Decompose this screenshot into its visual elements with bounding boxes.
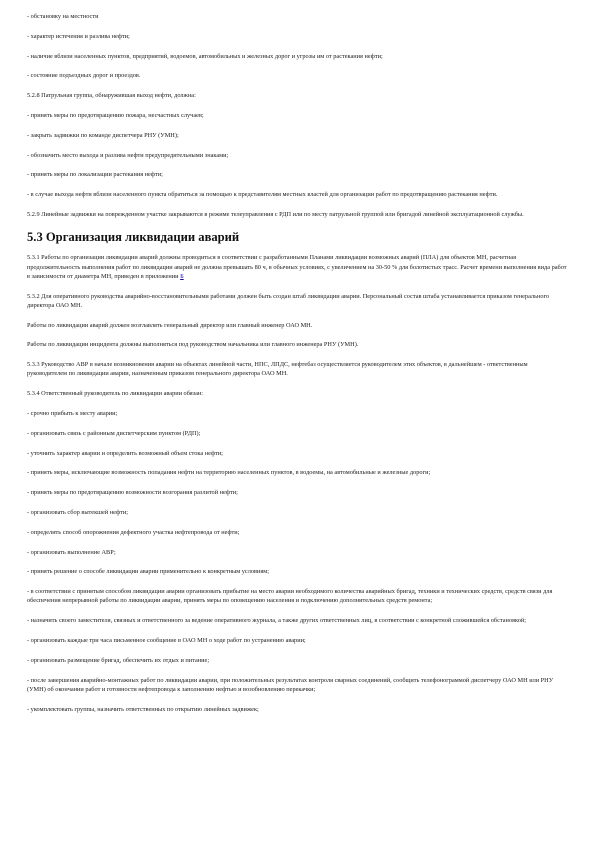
paragraph: 5.2.8 Патрульная группа, обнаружившая выход нефти, должна: bbox=[27, 92, 196, 100]
section-heading: 5.3 Организация ликвидации аварий bbox=[27, 229, 240, 244]
paragraph: - в случае выхода нефти вблизи населенного пункта обратиться за помощью к представителям местных властей для организации работ по предотвращению растекания нефти. bbox=[27, 191, 498, 199]
paragraph: - в соответствии с принятым способом ликвидации аварии организовать прибытие на место аварии необходимого количества аварийных бригад, техники и технических средств, средств связи для обеспечения непрерывной работы по ликвидации аварии, принять меры по оповещению населения и подключению дополнительных средств ремонта; bbox=[27, 588, 553, 605]
paragraph: - организовать каждые три часа письменное сообщение в ОАО МН о ходе работ по устранению аварии; bbox=[27, 636, 306, 644]
paragraph: - организовать размещение бригад, обеспечить их отдых и питание; bbox=[27, 656, 210, 664]
paragraph: - принять меры по предотвращению возможности возгорания разлитой нефти; bbox=[27, 489, 238, 497]
paragraph: Работы по ликвидации инцидента должны выполняться под руководством начальника или главного инженера РНУ (УМН). bbox=[27, 341, 359, 349]
paragraph: - назначить своего заместителя, связных и ответственного за ведение оперативного журнала, а также других ответственных лиц, в соответствии с конкретной сложившейся обстановкой; bbox=[27, 617, 527, 625]
paragraph: - укомплектовать группы, назначить ответственных по открытию линейных задвижек; bbox=[27, 705, 259, 713]
paragraph: - обстановку на местности bbox=[27, 13, 99, 20]
paragraph: - принять меры по локализации растекания нефти; bbox=[27, 171, 163, 179]
paragraph-5-3-1 bbox=[27, 253, 567, 281]
paragraph: - срочно прибыть к месту аварии; bbox=[27, 409, 118, 417]
paragraph: - организовать сбор вытекшей нефти; bbox=[27, 508, 128, 516]
document-page bbox=[27, 12, 567, 724]
paragraph: - принять решение о способе ликвидации аварии применительно к конкретным условиям; bbox=[27, 568, 269, 576]
paragraph: 5.2.9 Линейные задвижки на поврежденном участке закрываются в режиме телеуправления с РДП или по месту патрульной группой или бригадой линейной эксплуатационной службы. bbox=[27, 210, 524, 218]
paragraph: 5.3.3 Руководство АВР в начале возникновения аварии на объектах линейной части, НПС, ЛПДС, нефтебаз осуществляется руководителем этих объектов, в дальнейшем - ответственным руководителем по ликвидации аварии, назначенным приказом генерального директора ОАО МН. bbox=[27, 361, 528, 378]
paragraph: - определить способ опорожнения дефектного участка нефтепровода от нефти; bbox=[27, 528, 240, 536]
paragraph: - уточнить характер аварии и определить возможный объем стока нефти; bbox=[27, 449, 223, 457]
paragraph: 5.3.2 Для оперативного руководства аварийно-восстановительными работами должен быть создан штаб ликвидации аварии. Персональный состав штаба устанавливается приказом генерального директора ОАО МН. bbox=[27, 292, 550, 309]
paragraph: - принять меры по предотвращению пожара, несчастных случаев; bbox=[27, 111, 204, 119]
paragraph: - наличие вблизи населенных пунктов, предприятий, водоемов, автомобильных и железных дорог и угрозы им от растекания нефти; bbox=[27, 52, 383, 60]
paragraph: - принять меры, исключающие возможность попадания нефти на территорию населенных пунктов, в водоемы, на автомобильные и железные дороги; bbox=[27, 469, 431, 477]
paragraph-5-3-1-text: 5.3.1 Работы по организации ликвидации аварий должны проводиться в соответствии с разработанными Планами ликвидации возможных аварий (ПЛА) для объектов МН, расчетная продолжительность выполнения работ по ликвидации аварий не должна превышать 80 ч, в обычных условиях, с увеличением на 30-50 % для болотистых трасс. Расчет времени выполнения вида работ в зависимости от диаметра МН, приведен в приложении bbox=[27, 254, 567, 280]
top-section bbox=[27, 12, 567, 219]
paragraph: - обозначить место выхода и разлива нефти предупредительными знаками; bbox=[27, 151, 229, 159]
paragraph: - характер истечения и разлива нефти; bbox=[27, 32, 130, 40]
paragraph: 5.3.4 Ответственный руководитель по ликвидации аварии обязан: bbox=[27, 390, 204, 398]
paragraph: Работы по ликвидации аварий должен возглавлять генеральный директор или главный инженер ОАО МН. bbox=[27, 321, 313, 329]
paragraph: - закрыть задвижки по команде диспетчера РНУ (УМН); bbox=[27, 131, 179, 139]
paragraph: - после завершения аварийно-монтажных работ по ликвидации аварии, при положительных результатах контроля сварных соединений, сообщить телефонограммой диспетчеру ОАО МН или РНУ (УМН) об окончании работ и готовности нефтепровода к заполнению нефтью и возобновлению перекачки; bbox=[27, 676, 554, 693]
paragraph: - организовать связь с районным диспетчерским пунктом (РДП); bbox=[27, 429, 201, 437]
paragraph: - состояние подъездных дорог и проездов. bbox=[27, 72, 141, 80]
paragraph: - организовать выполнение АВР; bbox=[27, 548, 116, 556]
bottom-section bbox=[27, 292, 567, 714]
appendix-link[interactable]: Б bbox=[180, 272, 184, 280]
